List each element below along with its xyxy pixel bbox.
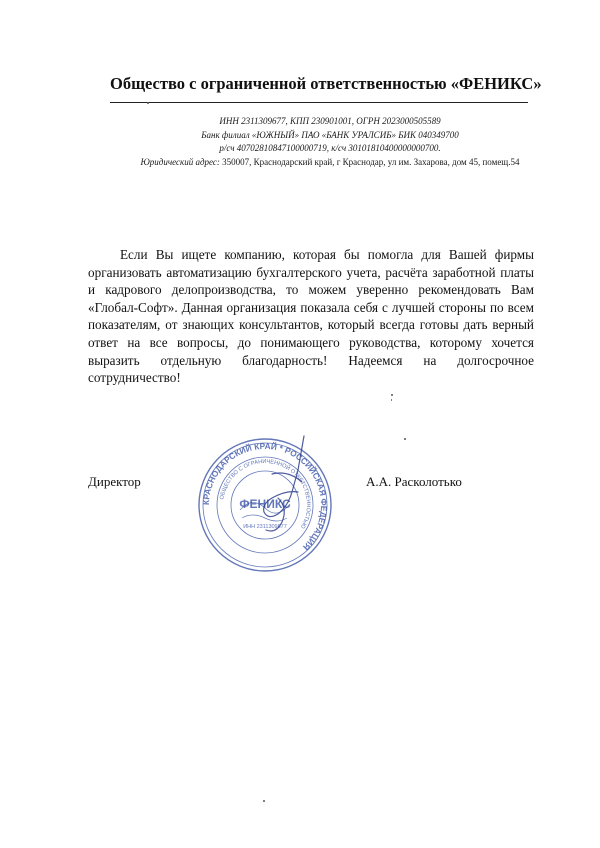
signatory-role: Директор — [88, 474, 141, 489]
address-label: Юридический адрес: — [140, 156, 220, 167]
scan-speck — [404, 438, 406, 440]
scan-speck — [391, 399, 392, 401]
requisites-address — [120, 156, 540, 170]
stamp-center-text: ФЕНИКС — [239, 497, 291, 511]
requisites-ids: ИНН 2311309677, КПП 230901001, ОГРН 2023000505589 — [219, 116, 441, 126]
requisites-bank: Банк филиал «ЮЖНЫЙ» ПАО «БАНК УРАЛСИБ» БИК 040349700 — [201, 129, 459, 140]
letter-body: Если Вы ищете компанию, которая бы помогла для Вашей фирмы организовать автоматизацию бухгалтерского учета, расчёта заработной платы и кадрового делопроизводства, то можем уверенно рекомендовать Вам «Глобал-Софт». Данная организация показала себя с лучшей стороны по всем показателям, от знающих консультантов, который всегда готовы дать верный ответ на все вопросы, до понимающего руководства, которому хочется выразить отдельную благодарность! Надеемся на долгосрочное сотрудничество! — [88, 247, 534, 386]
company-seal-stamp — [180, 430, 350, 580]
stamp-outer-ring-text: КРАСНОДАРСКИЙ КРАЙ * РОССИЙСКАЯ ФЕДЕРАЦИЯ — [200, 440, 330, 553]
signatory-name: А.А. Расколотько — [366, 474, 462, 489]
requisites-accounts: р/сч 40702810847100000719, к/сч 30101810400000000700. — [219, 143, 441, 153]
scan-speck — [391, 394, 393, 396]
organization-title: Общество с ограниченной ответственностью «ФЕНИКС» — [110, 74, 542, 93]
header-divider — [110, 102, 528, 103]
address-value: 350007, Краснодарский край, г Краснодар, ул им. Захарова, дом 45, помещ.54 — [222, 156, 520, 167]
stamp-inn-text: ИНН 2311309677 — [243, 524, 287, 530]
company-requisites — [120, 115, 540, 169]
stamp-inner-ring-text: ОБЩЕСТВО С ОГРАНИЧЕННОЙ ОТВЕТСТВЕННОСТЬЮ — [219, 458, 312, 530]
scan-speck — [147, 102, 149, 104]
scan-speck — [263, 800, 265, 802]
